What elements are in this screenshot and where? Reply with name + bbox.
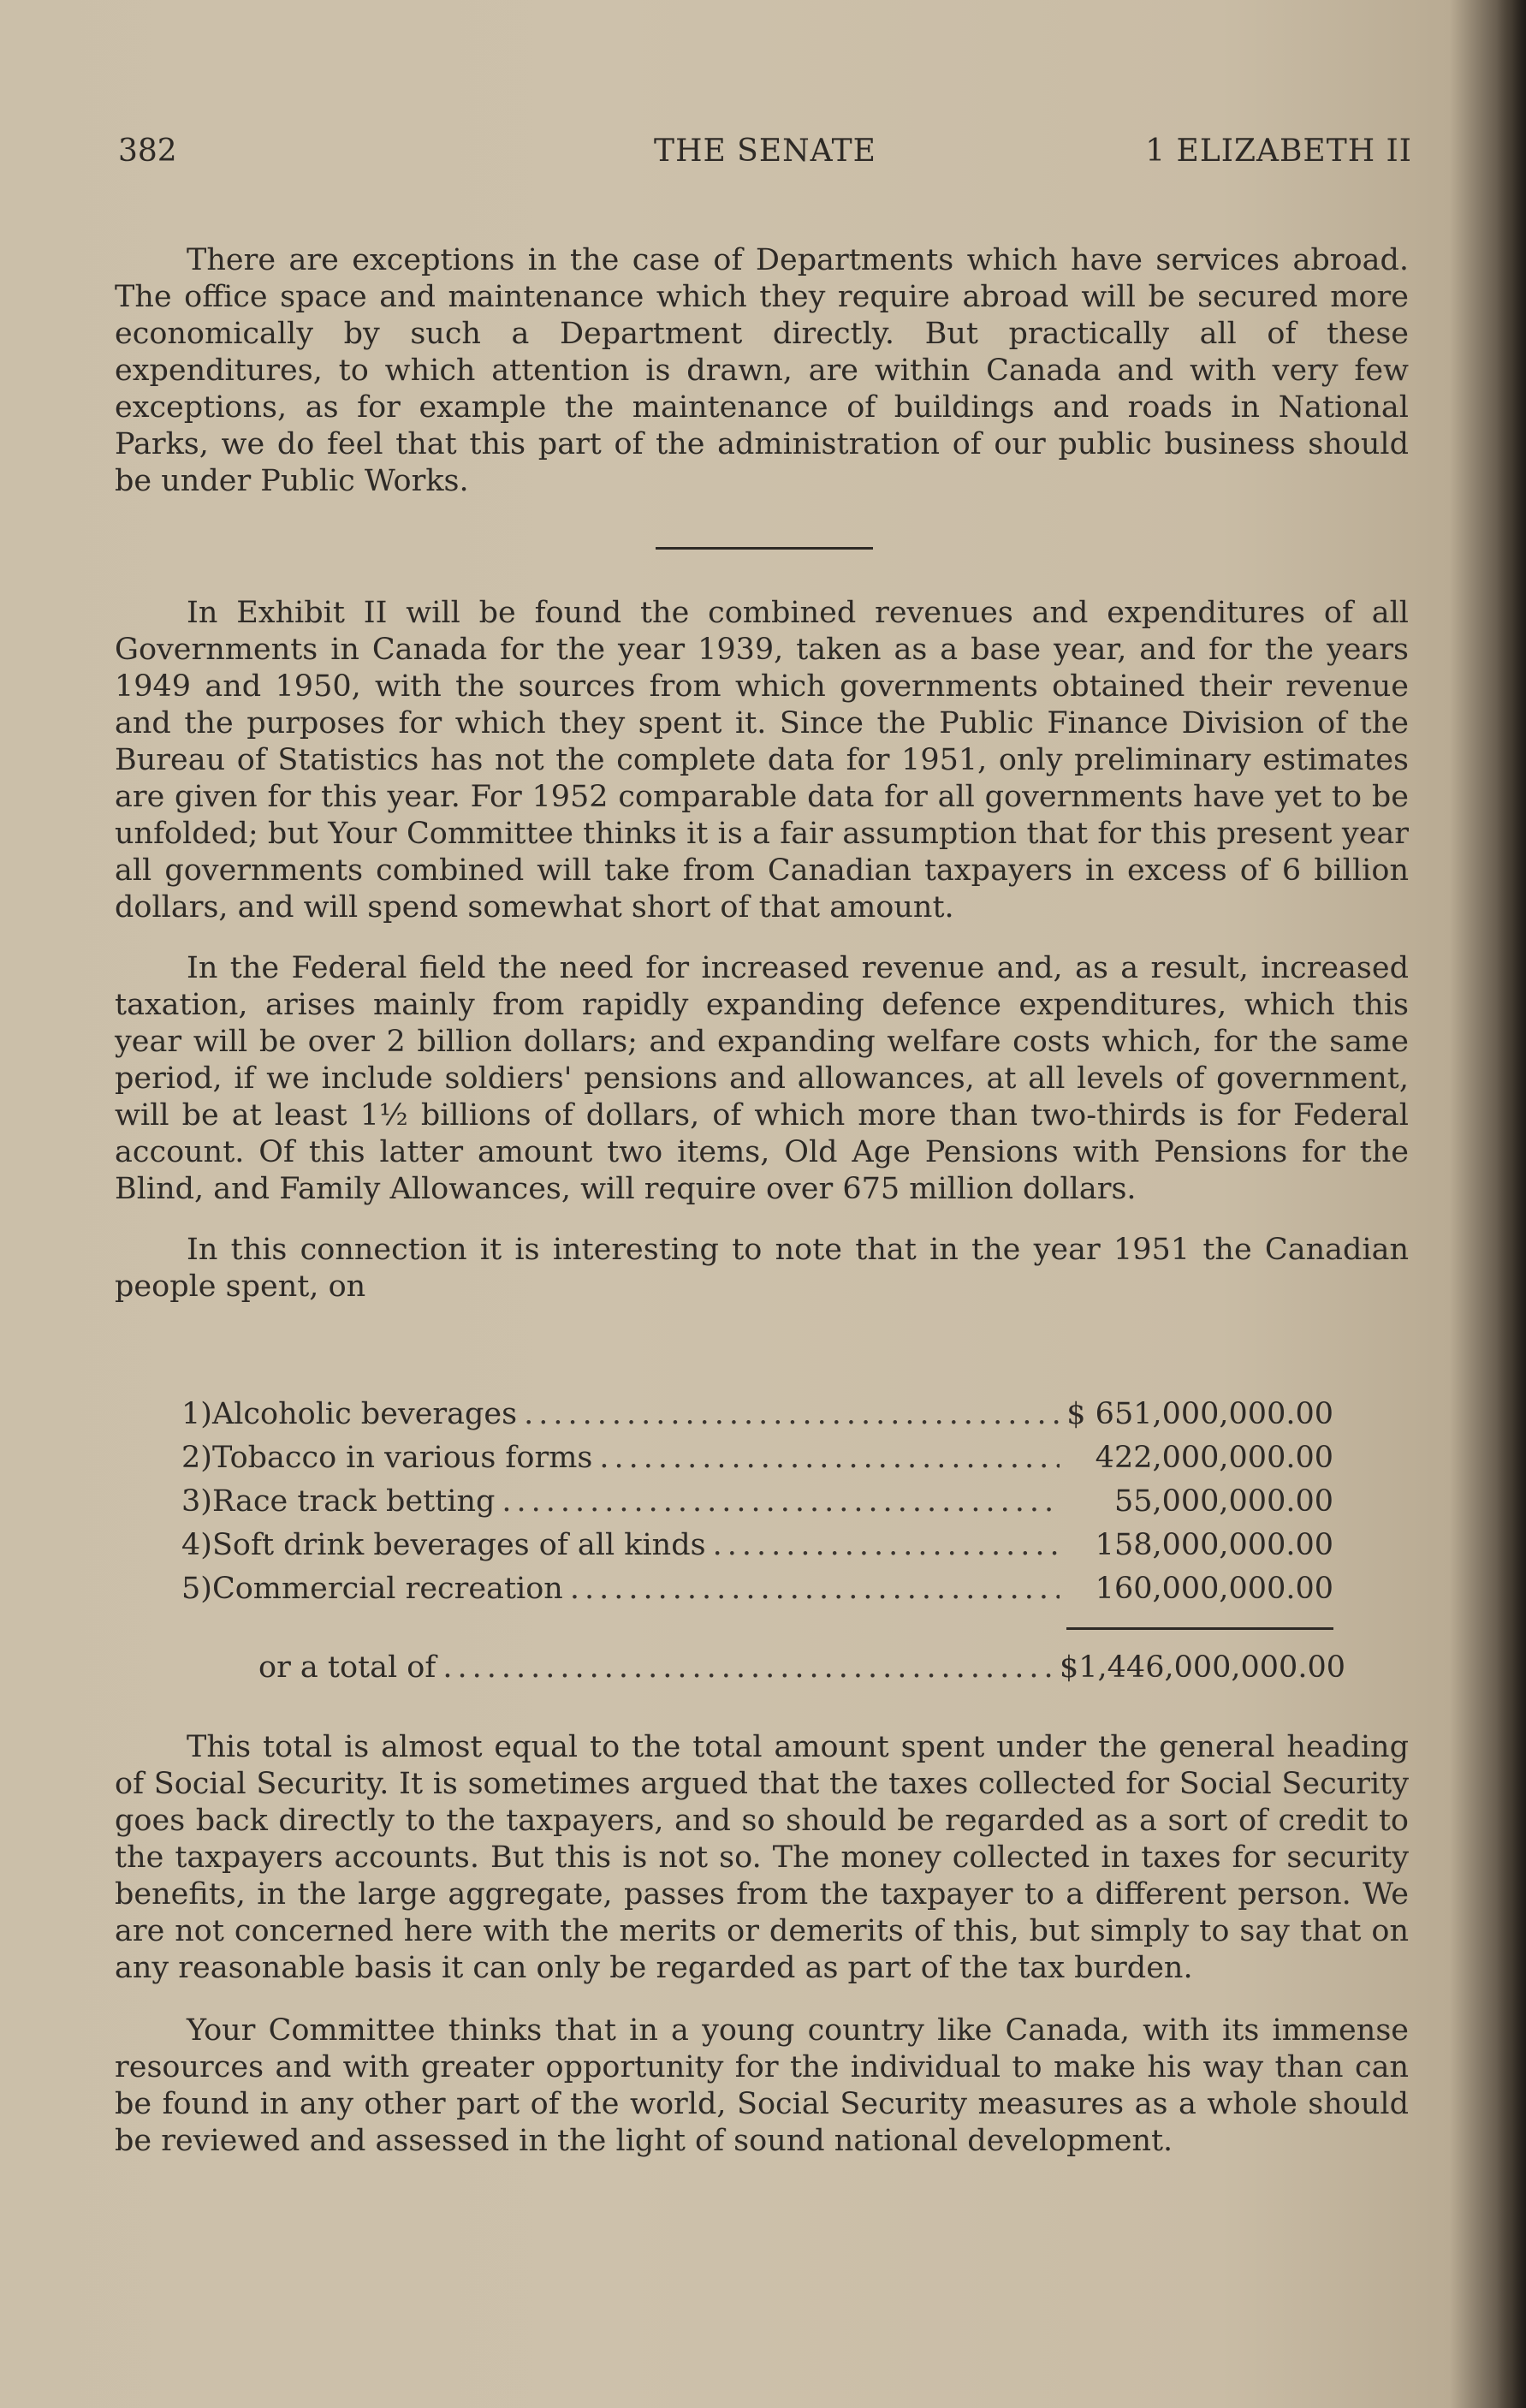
dot-leader <box>524 1397 1060 1431</box>
item-label: Commercial recreation <box>211 1572 563 1606</box>
paragraph: In the Federal field the need for increased revenue and, as a result, increased taxation, arises mainly from rapidly expanding defence expenditures, which this year will be over 2 billion dollars; and expanding welfare costs which, for the same period, if we include soldiers' pensions and allowances, at all levels of government, will be at least 1½ billions of dollars, of which more than two-thirds is for Federal account. Of this latter amount two items, Old Age Pensions with Pensions for the Blind, and Family Allowances, will require over 675 million dollars. <box>115 951 1409 1206</box>
item-label: Tobacco in various forms <box>211 1441 593 1475</box>
table-row <box>181 1572 1333 1615</box>
total-row <box>181 1650 1345 1694</box>
item-label: Alcoholic beverages <box>211 1397 518 1431</box>
section-divider <box>656 547 873 550</box>
item-amount: 158,000,000.00 <box>1095 1528 1333 1562</box>
paragraph: There are exceptions in the case of Departments which have services abroad. The office space and maintenance which they require abroad will be secured more economically by such a Department directly. But practically all of these expenditures, to which attention is drawn, are within Canada and with very few exceptions, as for example the maintenance of buildings and roads in National Parks, we do feel that this part of the administration of our public business should be under Public Works. <box>115 243 1409 498</box>
paragraph: Your Committee thinks that in a young country like Canada, with its immense resources and with greater opportunity for the individual to make his way than can be found in any other part of the world, Social Security measures as a whole should be reviewed and assessed in the light of sound national development. <box>115 2013 1409 2158</box>
item-amount: $ 651,000,000.00 <box>1066 1397 1333 1431</box>
paragraph: In Exhibit II will be found the combined revenues and expenditures of all Governments in Canada for the year 1939, taken as a base year, and for the years 1949 and 1950, with the sources from which governments obtained their revenue and the purposes for which they spent it. Since the Public Finance Division of the Bureau of Statistics has not the complete data for 1951, only preliminary estimates are given for this year. For 1952 comparable data for all governments have yet to be unfolded; but Your Committee thinks it is a fair assumption that for this present year all governments combined will take from Canadian taxpayers in excess of 6 billion dollars, and will spend somewhat short of that amount. <box>115 596 1409 925</box>
table-row <box>181 1441 1333 1484</box>
regnal-year: 1 ELIZABETH II <box>1145 134 1412 169</box>
item-amount: 160,000,000.00 <box>1095 1572 1333 1606</box>
text-block-bottom <box>115 1729 1409 2185</box>
total-label: or a total of <box>258 1650 436 1685</box>
spending-table <box>181 1397 1345 1694</box>
text-block-middle <box>115 595 1409 1329</box>
item-number: 4) <box>181 1528 212 1562</box>
item-label: Soft drink beverages of all kinds <box>211 1528 706 1562</box>
total-amount: $1,446,000,000.00 <box>1060 1650 1345 1685</box>
dot-leader <box>713 1528 1060 1562</box>
paragraph: This total is almost equal to the total amount spent under the general heading of Social Security. It is sometimes argued that the taxes collected for Social Security goes back directly to the taxpayers, and so should be regarded as a sort of credit to the taxpayers accounts. But this is not so. The money collected in taxes for security benefits, in the large aggregate, passes from the taxpayer to a different person. We are not concerned here with the merits or demerits of this, but simply to say that on any reasonable basis it can only be regarded as part of the tax burden. <box>115 1730 1409 1985</box>
table-row <box>181 1397 1333 1441</box>
page-number: 382 <box>118 134 177 169</box>
item-number: 5) <box>181 1572 212 1606</box>
dot-leader <box>599 1441 1060 1475</box>
running-header <box>118 134 1412 171</box>
total-rule <box>1066 1627 1333 1630</box>
item-amount: 55,000,000.00 <box>1113 1484 1333 1519</box>
binding-shadow <box>1497 0 1526 2408</box>
dot-leader <box>442 1650 1060 1685</box>
dot-leader <box>570 1572 1060 1606</box>
item-amount: 422,000,000.00 <box>1095 1441 1333 1475</box>
text-block-top <box>115 242 1409 500</box>
table-row <box>181 1528 1333 1572</box>
dot-leader <box>502 1484 1060 1519</box>
paragraph: In this connection it is interesting to note that in the year 1951 the Canadian people spent, on <box>115 1233 1409 1304</box>
item-label: Race track betting <box>211 1484 496 1519</box>
item-number: 2) <box>181 1441 212 1475</box>
item-number: 3) <box>181 1484 212 1519</box>
item-number: 1) <box>181 1397 212 1431</box>
running-title: THE SENATE <box>654 134 876 169</box>
table-row <box>181 1484 1333 1528</box>
